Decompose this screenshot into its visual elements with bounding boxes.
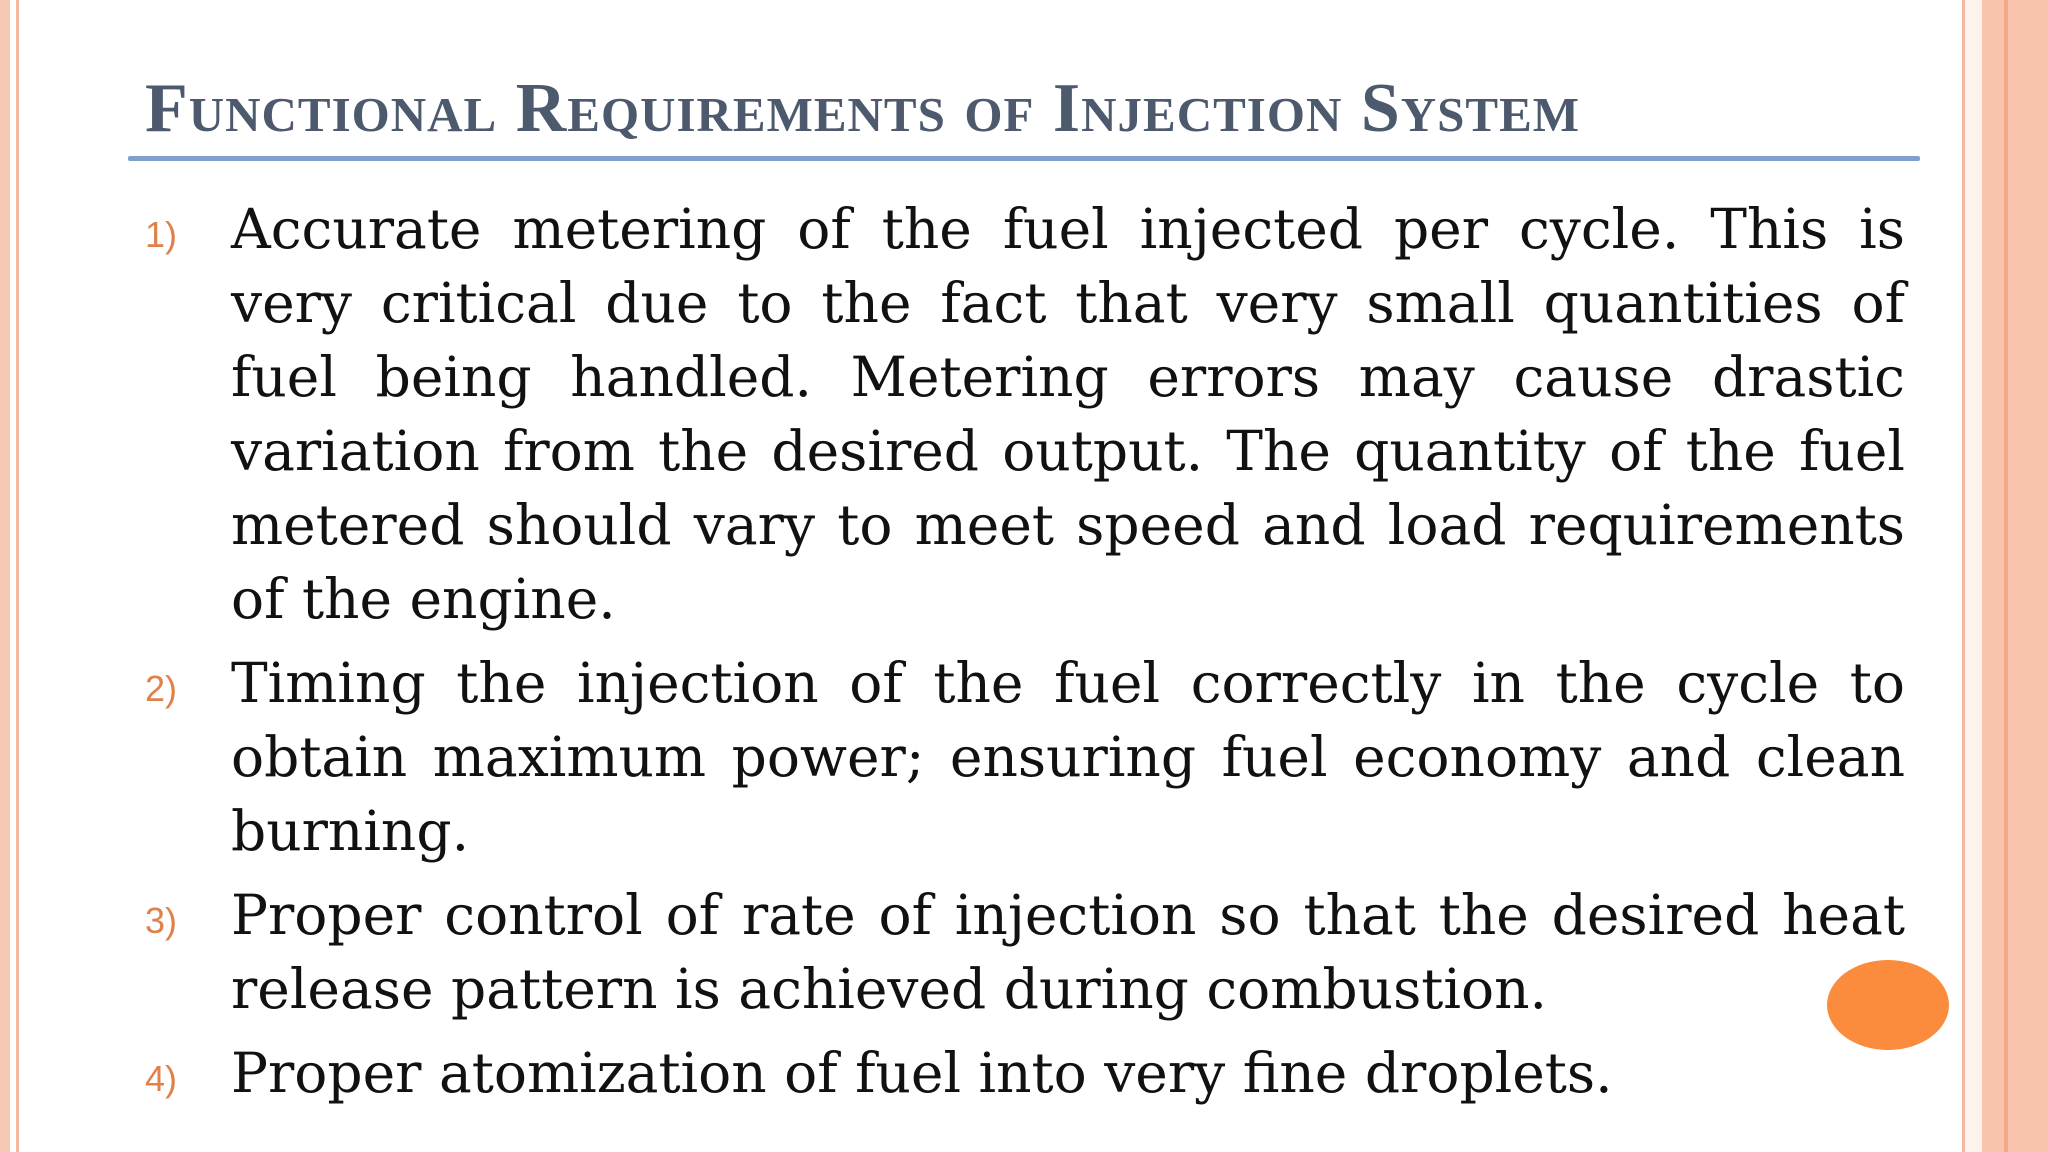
slide-title: Functional Requirements of Injection System xyxy=(145,70,1581,147)
requirements-list xyxy=(140,192,1905,1120)
list-item-number: 3) xyxy=(145,900,178,941)
list-item-text: Timing the injection of the fuel correctly in the cycle to obtain maximum power; ensuring fuel economy and clean burning. xyxy=(231,651,1905,863)
list-item-text: Accurate metering of the fuel injected per cycle. This is very critical due to the fact that very small quantities of fuel being handled. Metering errors may cause drastic variation from the desired output. The quantity of the fuel metered should vary to meet speed and load requirements of the engine. xyxy=(231,197,1905,631)
left-border-decoration xyxy=(0,0,10,1152)
list-item xyxy=(140,878,1905,1026)
list-item-number: 4) xyxy=(145,1058,178,1099)
list-item-text: Proper atomization of fuel into very fine droplets. xyxy=(231,1041,1613,1105)
orange-dot-decoration xyxy=(1827,960,1949,1050)
list-item-number: 2) xyxy=(145,668,178,709)
right-border-decoration xyxy=(1982,0,2048,1152)
list-item xyxy=(140,1036,1905,1110)
list-item xyxy=(140,192,1905,636)
right-border-gap xyxy=(1965,0,1982,1152)
right-border-band-line xyxy=(2004,0,2008,1152)
title-underline xyxy=(128,156,1920,161)
list-item-text: Proper control of rate of injection so that the desired heat release pattern is achieved during combustion. xyxy=(231,883,1905,1021)
list-item xyxy=(140,646,1905,868)
left-border-line xyxy=(16,0,19,1152)
list-item-number: 1) xyxy=(145,214,178,255)
